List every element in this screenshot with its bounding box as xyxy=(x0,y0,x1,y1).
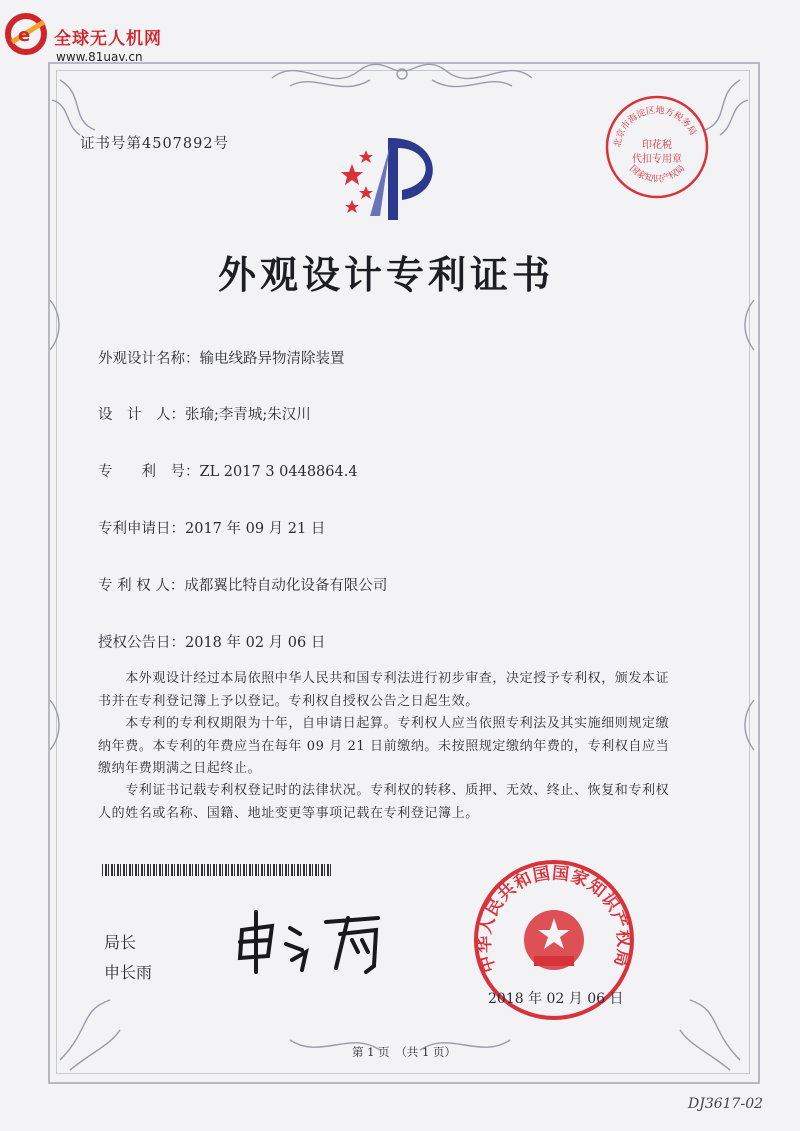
designers-field: 设 计 人：张瑜;李青城;朱汉川 xyxy=(98,407,311,423)
tax-seal-line-2: 代扣专用章 xyxy=(632,154,682,165)
filing-date-field: 专利申请日：2017 年 09 月 21 日 xyxy=(98,521,326,537)
handwritten-note: DJ3617-02 xyxy=(688,1096,764,1112)
issue-date: 2018 年 02 月 06 日 xyxy=(488,991,624,1007)
patent-office-logo-icon xyxy=(330,128,450,228)
tax-seal-text: 北京市海淀区地方税务局 xyxy=(612,105,698,149)
watermark-url: www.81uav.cn xyxy=(56,50,143,64)
body-paragraph: 专利证书记载专利权登记时的法律状况。专利权的转移、质押、无效、终止、恢复和专利权人的姓名或名称、国籍、地址变更等事项记载在专利登记簿上。 xyxy=(98,783,670,821)
svg-text:e: e xyxy=(18,25,31,46)
signatory-name: 申长雨 xyxy=(104,963,153,982)
certificate-number: 证书号第4507892号 xyxy=(80,136,230,152)
barcode xyxy=(102,864,332,876)
official-seal-text: 中华人民共和国国家知识产权局 xyxy=(474,863,634,975)
watermark-title: 全球无人机网 xyxy=(54,29,162,49)
tax-seal-line-1: 印花税 xyxy=(642,140,672,151)
handwritten-signature xyxy=(228,900,408,980)
svg-text:国家知识产权局 xyxy=(627,163,687,185)
patentee-field: 专 利 权 人：成都翼比特自动化设备有限公司 xyxy=(98,578,388,594)
design-name-field: 外观设计名称：输电线路异物清除装置 xyxy=(98,351,345,367)
certificate-title: 外观设计专利证书 xyxy=(218,253,555,297)
body-paragraph: 本外观设计经过本局依照中华人民共和国专利法进行初步审查，决定授予专利权，颁发本证书并在专利登记簿上予以登记。专利权自授权公告之日起生效。 xyxy=(98,671,670,709)
page-number: 第 1 页 （共 1 页） xyxy=(352,1045,457,1059)
signatory-role: 局长 xyxy=(104,933,137,952)
tax-seal-stamp xyxy=(602,92,712,202)
tax-seal-bottom-text: 国家知识产权局 xyxy=(627,163,688,185)
body-paragraph: 本专利的专利权期限为十年，自申请日起算。专利权人应当依照专利法及其实施细则规定缴纳年费。本专利的年费应当在每年 09 月 21 日前缴纳。未按照规定缴纳年费的，专利权自应当缴纳年费期满之日起终止。 xyxy=(98,716,670,776)
grant-date-field: 授权公告日：2018 年 02 月 06 日 xyxy=(98,635,326,651)
patent-number-field: 专 利 号：ZL 2017 3 0448864.4 xyxy=(98,464,358,480)
